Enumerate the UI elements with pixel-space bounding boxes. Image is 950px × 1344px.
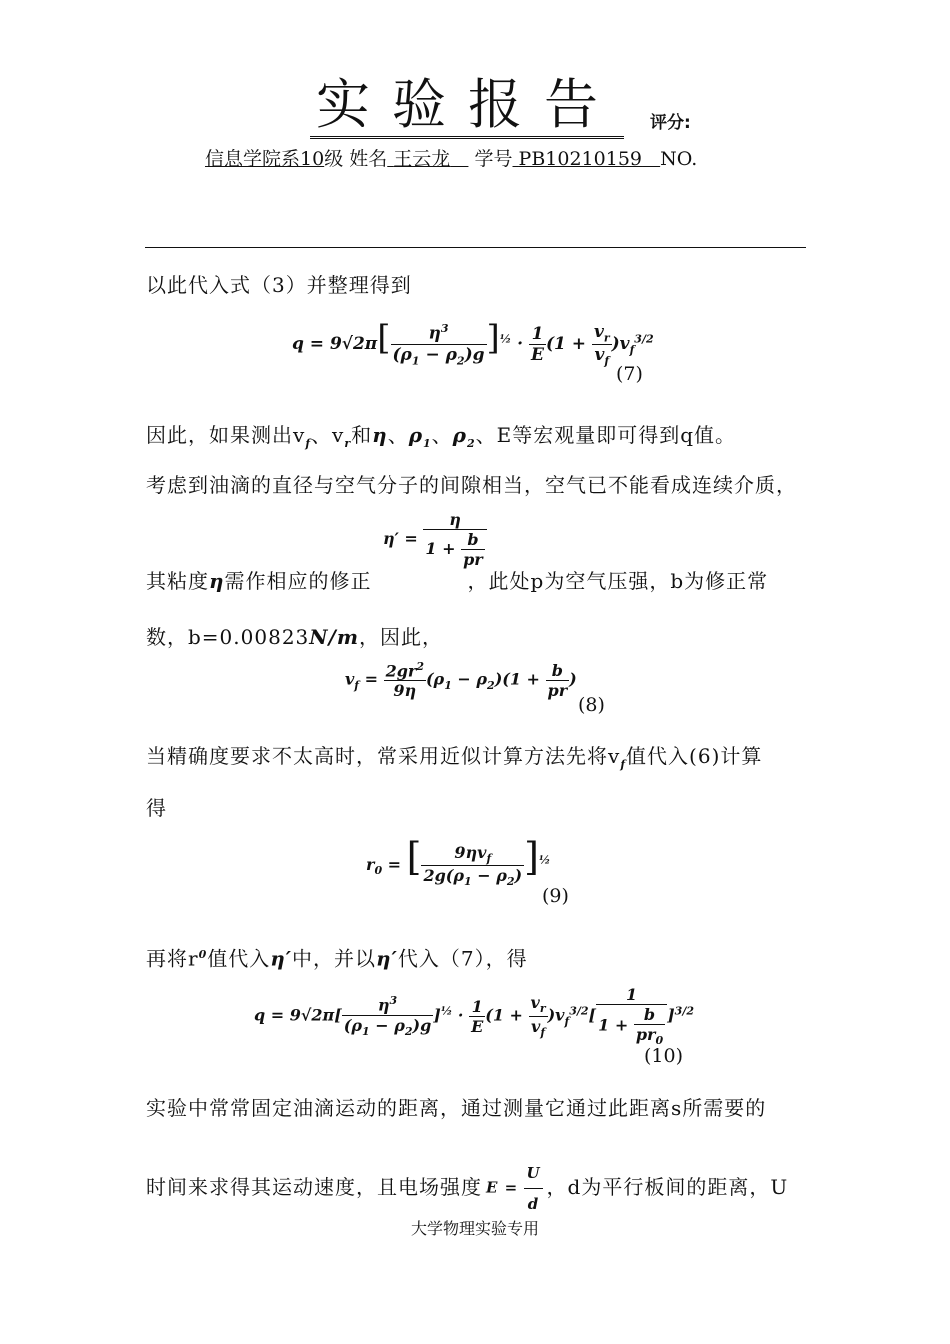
student-id: PB10210159 [518,148,643,170]
paragraph: 数，b=0.00823N/m，因此， [146,625,444,649]
paragraph: 时间来求得其运动速度，且电场强度 E = $\frac{U}{d}$ ，d为平行板间的距离，U [146,1158,788,1219]
paragraph: 其粘度η需作相应的修正 ，此处p为空气压强，b为修正常 [146,569,769,593]
equation-10: q = 9√2π[ $\frac{\eta^3}{(\rho_1 - \rho_2)g}$ ]$^{\frac{1}{2}}$ · $\frac{1}{E}$ (1 + $\frac{v_r}{v_f}$ )$v_f^{3/2}$[ 1 1 + $\frac{b}{pr_0}$ ]$^{3/2}$ [254,985,694,1048]
paragraph: 得 [146,796,167,820]
equation-7: q = 9√2π[ $\frac{\eta^3}{(\rho_1 - \rho_2)g}$ ]$^{\frac{1}{2}}$ · $\frac{1}{E}$ (1 + $\frac{v_r}{v_f}$ )$v_f^{3/2}$ [292,318,654,368]
paragraph: 再将$r^0$值代入η′中，并以η′代入（7），得 [146,946,528,971]
equation-number: (8) [578,694,605,716]
paragraph: 考虑到油滴的直径与空气分子的间隙相当，空气已不能看成连续介质， [146,473,797,497]
viscosity-formula: η′ = η 1 + $\frac{b}{pr}$ [383,510,487,569]
paragraph: 实验中常常固定油滴运动的距离，通过测量它通过此距离s所需要的 [146,1096,767,1120]
paragraph: 因此，如果测出$v_f$、$v_r$和η、$\rho_1$、$\rho_2$、E等宏观量即可得到q值。 [146,423,737,450]
grade-label: 级 姓名 [324,148,388,170]
no-label: NO. [660,148,698,170]
page-footer: 大学物理实验专用 [410,1219,539,1238]
equation-number: (9) [542,885,569,907]
equation-8: $v_f$ = $\frac{2gr^2}{9\eta}$ $(\rho_1 - \rho_2)(1$ + $\frac{b}{pr}$ ) [345,660,577,701]
equation-9: $r_0$ = [ $\frac{9\eta v_f}{2g(\rho_1 - \rho_2)}$ ]$^{\frac{1}{2}}$ [366,835,551,889]
equation-number: (10) [644,1045,684,1067]
equation-number: (7) [616,363,643,385]
id-label: 学号 [474,148,513,170]
grade: 10 [300,148,325,170]
score-label: 评分: [650,113,691,133]
header-divider [145,247,806,248]
dept-label: 信息学院系 [205,148,301,170]
student-name: 王云龙 [393,148,451,170]
student-info [205,146,697,172]
paragraph: 以此代入式（3）并整理得到 [146,273,412,297]
report-title: 实验报告 [310,74,624,139]
paragraph: 当精确度要求不太高时，常采用近似计算方法先将$v_f$值代入(6)计算 [146,744,763,771]
